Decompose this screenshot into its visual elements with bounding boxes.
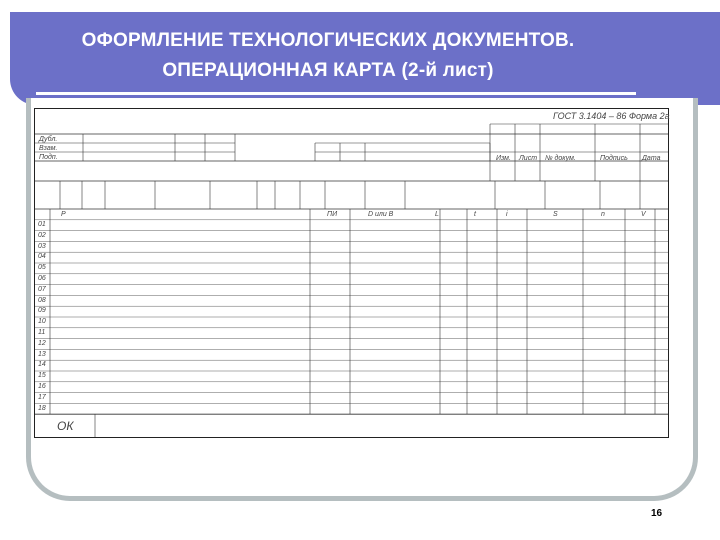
row-label: 17 [38, 393, 46, 401]
row-label: 04 [38, 253, 46, 261]
row-label: 16 [38, 383, 46, 390]
row-label: 09 [38, 307, 46, 315]
col-label-pi: ПИ [327, 211, 338, 218]
sign-label-doc: № докум. [545, 155, 576, 162]
row-label: 10 [38, 318, 46, 326]
row-label: 12 [38, 339, 46, 347]
page-number: 16 [651, 508, 663, 519]
col-label-l: L [435, 211, 439, 218]
title-underline [36, 92, 636, 95]
row-label: 02 [38, 231, 46, 239]
sign-label-list: Лист [519, 155, 538, 162]
gost-header: ГОСТ 3.1404 – 86 Форма 2а [553, 111, 670, 121]
title-line-1: ОФОРМЛЕНИЕ ТЕХНОЛОГИЧЕСКИХ ДОКУМЕНТОВ. [81, 30, 575, 51]
slide-title [18, 26, 638, 86]
sign-label-signature: Подпись [600, 155, 628, 162]
label-vzam: Взам. [39, 145, 58, 152]
label-dubl: Дубл. [39, 136, 58, 143]
col-label-n: n [601, 211, 605, 218]
title-line-2: ОПЕРАЦИОННАЯ КАРТА (2-й лист) [162, 60, 494, 81]
sign-label-date: Дата [642, 155, 661, 162]
row-label: 08 [38, 296, 46, 304]
row-label: 13 [38, 350, 46, 358]
operation-card-form [34, 108, 669, 438]
col-label-d: D или B [368, 211, 394, 218]
row-label: 03 [38, 242, 46, 250]
row-label: 11 [38, 329, 46, 336]
label-podp: Подп. [39, 154, 58, 161]
row-label: 18 [38, 404, 46, 412]
footer-label-ok: ОК [57, 419, 74, 433]
row-label: 06 [38, 275, 46, 282]
row-label: 07 [38, 285, 46, 293]
col-label-t: t [474, 211, 476, 218]
row-label: 15 [38, 372, 46, 380]
col-label-s: S [553, 211, 558, 218]
col-label-r: Р [61, 211, 66, 218]
col-label-v: V [641, 211, 646, 218]
row-label: 01 [38, 221, 46, 228]
row-label: 05 [38, 264, 46, 272]
sign-label-izm: Изм. [496, 155, 511, 162]
col-label-i: i [506, 211, 508, 218]
row-label: 14 [38, 361, 46, 369]
